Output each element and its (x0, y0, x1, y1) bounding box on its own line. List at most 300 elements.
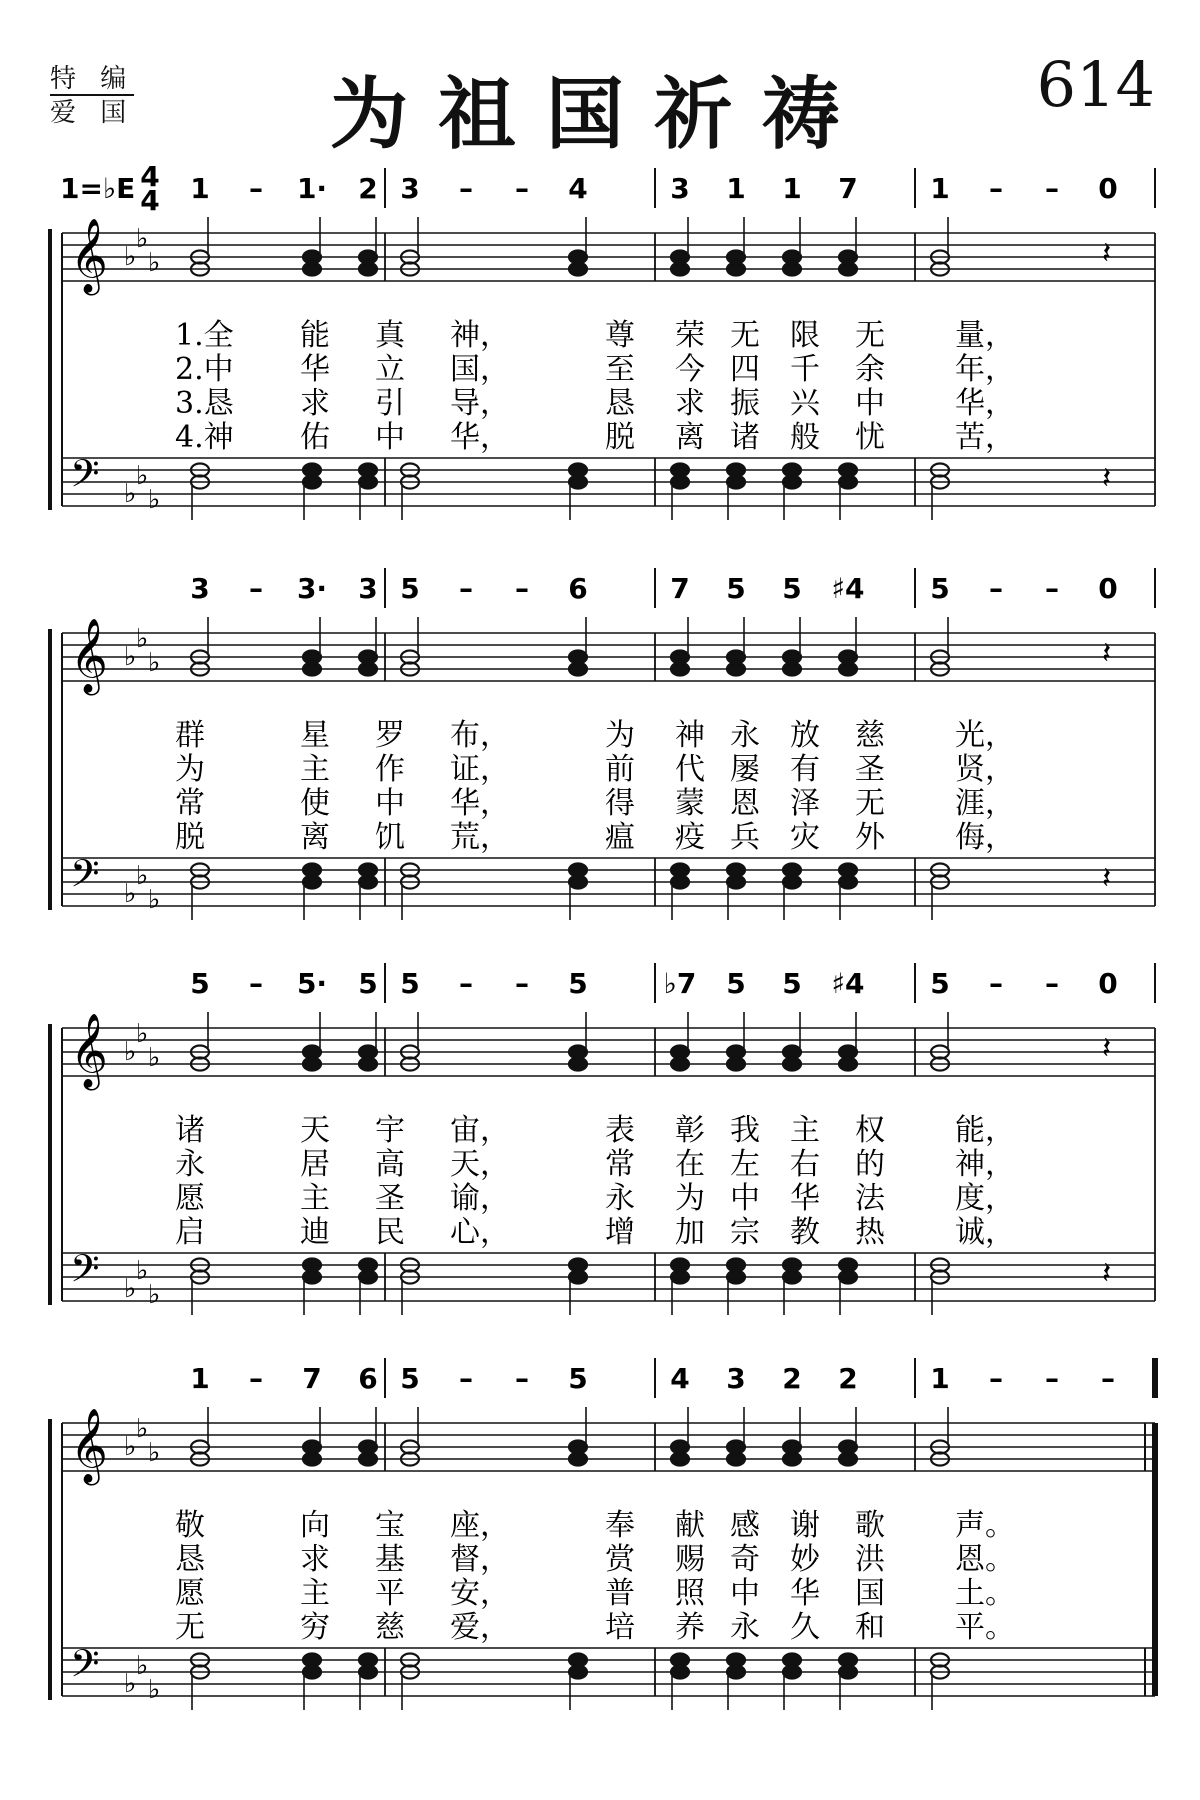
flat-icon: ♭ (136, 224, 149, 254)
note-head (671, 1441, 689, 1454)
note-head (359, 1441, 377, 1454)
lyric-syllable: 立 (375, 352, 405, 387)
jianpu-note: – (515, 572, 529, 605)
jianpu-note: 3 (190, 572, 210, 605)
jianpu-note: – (249, 572, 263, 605)
jianpu-note: 2 (782, 1362, 802, 1395)
lyric-syllable: 中 (730, 1576, 760, 1611)
hymn-title: 为祖国祈祷 (329, 70, 870, 160)
note-head (783, 876, 801, 889)
jianpu-note: 3· (296, 572, 328, 605)
jianpu-note: 0 (1098, 967, 1118, 1000)
lyric-syllable: 民 (375, 1215, 405, 1250)
lyric-syllable: 天， (450, 1147, 510, 1182)
note-head (727, 1441, 745, 1454)
lyric-syllable: 华， (955, 386, 1015, 421)
jianpu-note: – (249, 172, 263, 205)
lyric-syllable: 愿 (175, 1576, 205, 1611)
note-head (671, 251, 689, 264)
lyric-syllable: 安， (450, 1576, 510, 1611)
lyric-syllable: 督， (450, 1542, 510, 1577)
rest-icon: 𝄽 (1102, 236, 1112, 271)
jianpu-note: – (1045, 967, 1059, 1000)
note-head (303, 651, 321, 664)
note-head (569, 1441, 587, 1454)
note-head (839, 1441, 857, 1454)
lyric-syllable: 歌 (855, 1508, 885, 1543)
jianpu-note: ♭7 (663, 967, 697, 1000)
lyric-syllable: 华 (790, 1181, 820, 1216)
lyric-syllable: 增 (605, 1215, 635, 1250)
lyric-syllable: 华， (450, 786, 510, 821)
lyric-syllable: 法 (855, 1181, 885, 1216)
lyric-syllable: 天 (300, 1113, 330, 1148)
lyric-syllable: 兵 (730, 820, 760, 855)
note-head (671, 1666, 689, 1679)
lyric-syllable: 养 (675, 1610, 705, 1645)
lyric-syllable: 使 (300, 786, 330, 821)
treble-clef-icon: 𝄞 (70, 1014, 108, 1088)
lyric-syllable: 真 (375, 318, 405, 353)
lyric-syllable: 永 (175, 1147, 205, 1182)
lyric-syllable: 中 (730, 1181, 760, 1216)
jianpu-note: 3 (726, 1362, 746, 1395)
lyric-syllable: 2.中 (175, 352, 234, 387)
lyric-syllable: 教 (790, 1215, 820, 1250)
lyric-syllable: 无 (175, 1610, 205, 1645)
lyric-syllable: 放 (790, 718, 820, 753)
lyric-syllable: 平 (375, 1576, 405, 1611)
note-head (303, 476, 321, 489)
jianpu-note: – (249, 967, 263, 1000)
note-head (303, 1666, 321, 1679)
note-head (359, 1271, 377, 1284)
jianpu-note: – (1045, 172, 1059, 205)
note-head (671, 651, 689, 664)
jianpu-note: 5· (296, 967, 328, 1000)
lyric-syllable: 圣 (375, 1181, 405, 1216)
jianpu-note: – (459, 967, 473, 1000)
flat-icon: ♭ (136, 1019, 149, 1049)
rest-icon: 𝄽 (1102, 461, 1112, 496)
hymn-number: 614 (1036, 48, 1155, 121)
note-head (839, 876, 857, 889)
lyric-syllable: 代 (675, 752, 705, 787)
lyric-syllable: 赐 (675, 1542, 705, 1577)
jianpu-note: – (989, 1362, 1003, 1395)
jianpu-note: 3 (358, 572, 378, 605)
lyric-syllable: 有 (790, 752, 820, 787)
lyric-syllable: 得 (605, 786, 635, 821)
lyric-syllable: 瘟 (605, 820, 635, 855)
note-head (727, 476, 745, 489)
lyric-syllable: 今 (675, 352, 705, 387)
jianpu-note: – (1045, 1362, 1059, 1395)
jianpu-note: 1· (296, 172, 328, 205)
note-head (569, 1666, 587, 1679)
flat-icon: ♭ (136, 1651, 149, 1681)
lyric-syllable: 屡 (730, 752, 760, 787)
jianpu-note: – (515, 1362, 529, 1395)
jianpu-note: – (1045, 572, 1059, 605)
lyric-syllable: 为 (605, 718, 635, 753)
note-head (303, 876, 321, 889)
lyric-syllable: 永 (730, 718, 760, 753)
time-signature-bottom: 4 (140, 184, 160, 217)
rest-icon: 𝄽 (1102, 861, 1112, 896)
lyric-syllable: 忧 (855, 420, 885, 455)
jianpu-note: 1 (930, 1362, 950, 1395)
lyric-syllable: 离 (300, 820, 330, 855)
jianpu-note: – (1101, 1362, 1115, 1395)
lyric-syllable: 慈 (375, 1610, 405, 1645)
note-head (727, 1271, 745, 1284)
lyric-syllable: 永 (605, 1181, 635, 1216)
lyric-syllable: 愿 (175, 1181, 205, 1216)
jianpu-note: 0 (1098, 172, 1118, 205)
flat-icon: ♭ (148, 1675, 161, 1705)
jianpu-note: – (515, 967, 529, 1000)
note-head (671, 476, 689, 489)
jianpu-note: – (989, 967, 1003, 1000)
jianpu-note: 3 (670, 172, 690, 205)
bass-clef-icon: 𝄢 (70, 851, 100, 905)
lyric-syllable: 为 (675, 1181, 705, 1216)
lyric-syllable: 千 (790, 352, 820, 387)
note-head (569, 876, 587, 889)
note-head (359, 1666, 377, 1679)
lyric-syllable: 彰 (675, 1113, 705, 1148)
jianpu-note: 5 (190, 967, 210, 1000)
jianpu-note: 1 (930, 172, 950, 205)
jianpu-note: 7 (670, 572, 690, 605)
lyric-syllable: 1.全 (175, 318, 234, 353)
note-head (839, 651, 857, 664)
lyric-syllable: 疫 (675, 820, 705, 855)
lyric-syllable: 能 (300, 318, 330, 353)
note-head (783, 476, 801, 489)
note-head (727, 1666, 745, 1679)
lyric-syllable: 心， (450, 1215, 510, 1250)
lyric-syllable: 佑 (300, 420, 330, 455)
lyric-syllable: 热 (855, 1215, 885, 1250)
jianpu-note: ♯4 (831, 967, 865, 1000)
lyric-syllable: 恳 (605, 386, 635, 421)
note-head (569, 1046, 587, 1059)
flat-icon: ♭ (124, 1274, 137, 1304)
key-signature: 1=♭E (60, 172, 136, 205)
lyric-syllable: 照 (675, 1576, 705, 1611)
flat-icon: ♭ (136, 1256, 149, 1286)
lyric-syllable: 求 (300, 386, 330, 421)
flat-icon: ♭ (148, 648, 161, 678)
jianpu-note: – (459, 172, 473, 205)
flat-icon: ♭ (136, 624, 149, 654)
flat-icon: ♭ (148, 1280, 161, 1310)
jianpu-note: ♯4 (831, 572, 865, 605)
jianpu-note: 5 (568, 967, 588, 1000)
flat-icon: ♭ (124, 642, 137, 672)
lyric-syllable: 谢 (790, 1508, 820, 1543)
jianpu-note: 5 (400, 572, 420, 605)
category-bottom: 爱 国 (50, 98, 135, 128)
lyric-syllable: 余 (855, 352, 885, 387)
lyric-syllable: 年， (955, 352, 1015, 387)
category-top: 特 编 (50, 64, 135, 94)
jianpu-note: 4 (670, 1362, 690, 1395)
note-head (783, 1666, 801, 1679)
jianpu-note: – (459, 572, 473, 605)
flat-icon: ♭ (148, 248, 161, 278)
note-head (569, 251, 587, 264)
note-head (783, 651, 801, 664)
note-head (727, 251, 745, 264)
jianpu-note: 4 (568, 172, 588, 205)
lyric-syllable: 引 (375, 386, 405, 421)
bass-clef-icon: 𝄢 (70, 451, 100, 505)
note-head (727, 1046, 745, 1059)
lyric-syllable: 神， (450, 318, 510, 353)
jianpu-note: 5 (726, 572, 746, 605)
lyric-syllable: 振 (730, 386, 760, 421)
lyric-syllable: 中 (375, 786, 405, 821)
lyric-syllable: 的 (855, 1147, 885, 1182)
lyric-syllable: 华 (300, 352, 330, 387)
lyric-syllable: 谕， (450, 1181, 510, 1216)
note-head (783, 1046, 801, 1059)
jianpu-note: 5 (726, 967, 746, 1000)
lyric-syllable: 宙， (450, 1113, 510, 1148)
lyric-syllable: 表 (605, 1113, 635, 1148)
treble-clef-icon: 𝄞 (70, 219, 108, 293)
lyric-syllable: 和 (855, 1610, 885, 1645)
lyric-syllable: 主 (300, 1181, 330, 1216)
jianpu-note: 2 (358, 172, 378, 205)
note-head (569, 651, 587, 664)
lyric-syllable: 主 (300, 1576, 330, 1611)
jianpu-note: – (989, 572, 1003, 605)
lyric-syllable: 迪 (300, 1215, 330, 1250)
lyric-syllable: 星 (300, 718, 330, 753)
lyric-syllable: 居 (300, 1147, 330, 1182)
note-head (727, 651, 745, 664)
flat-icon: ♭ (136, 861, 149, 891)
jianpu-note: 6 (358, 1362, 378, 1395)
lyric-syllable: 无 (855, 318, 885, 353)
lyric-syllable: 侮， (955, 820, 1015, 855)
flat-icon: ♭ (124, 1669, 137, 1699)
jianpu-note: – (459, 1362, 473, 1395)
lyric-syllable: 妙 (790, 1542, 820, 1577)
note-head (671, 1046, 689, 1059)
lyric-syllable: 奇 (730, 1542, 760, 1577)
jianpu-note: 5 (930, 967, 950, 1000)
lyric-syllable: 离 (675, 420, 705, 455)
lyric-syllable: 群 (175, 718, 205, 753)
note-head (671, 1271, 689, 1284)
lyric-syllable: 恳 (175, 1542, 205, 1577)
jianpu-note: 6 (568, 572, 588, 605)
jianpu-note: 5 (358, 967, 378, 1000)
jianpu-note: 5 (782, 967, 802, 1000)
lyric-syllable: 灾 (790, 820, 820, 855)
lyric-syllable: 神 (675, 718, 705, 753)
lyric-syllable: 权 (855, 1113, 885, 1148)
flat-icon: ♭ (136, 1414, 149, 1444)
rest-icon: 𝄽 (1102, 1031, 1112, 1066)
note-head (303, 1046, 321, 1059)
jianpu-note: 3 (400, 172, 420, 205)
lyric-syllable: 无 (855, 786, 885, 821)
lyric-syllable: 宗 (730, 1215, 760, 1250)
note-head (839, 1666, 857, 1679)
lyric-syllable: 恩 (730, 786, 760, 821)
time-signature-top: 4 (140, 160, 160, 193)
lyric-syllable: 中 (375, 420, 405, 455)
lyric-syllable: 声。 (955, 1508, 1015, 1543)
lyric-syllable: 荒， (450, 820, 510, 855)
flat-icon: ♭ (148, 1438, 161, 1468)
note-head (359, 251, 377, 264)
lyric-syllable: 蒙 (675, 786, 705, 821)
lyric-syllable: 主 (790, 1113, 820, 1148)
note-head (359, 651, 377, 664)
lyric-syllable: 证， (450, 752, 510, 787)
note-head (303, 1441, 321, 1454)
lyric-syllable: 泽 (790, 786, 820, 821)
jianpu-note: – (989, 172, 1003, 205)
lyric-syllable: 左 (730, 1147, 760, 1182)
lyric-syllable: 外 (855, 820, 885, 855)
lyric-syllable: 脱 (605, 420, 635, 455)
lyric-syllable: 我 (730, 1113, 760, 1148)
lyric-syllable: 慈 (855, 718, 885, 753)
lyric-syllable: 右 (790, 1147, 820, 1182)
lyric-syllable: 主 (300, 752, 330, 787)
lyric-syllable: 赏 (605, 1542, 635, 1577)
note-head (727, 876, 745, 889)
note-head (783, 251, 801, 264)
lyric-syllable: 基 (375, 1542, 405, 1577)
lyric-syllable: 量， (955, 318, 1015, 353)
lyric-syllable: 国， (450, 352, 510, 387)
treble-clef-icon: 𝄞 (70, 619, 108, 693)
lyric-syllable: 华， (450, 420, 510, 455)
lyric-syllable: 求 (675, 386, 705, 421)
jianpu-note: 7 (838, 172, 858, 205)
lyric-syllable: 荣 (675, 318, 705, 353)
lyric-syllable: 感 (730, 1508, 760, 1543)
jianpu-note: 0 (1098, 572, 1118, 605)
lyric-syllable: 尊 (605, 318, 635, 353)
lyric-syllable: 苦， (955, 420, 1015, 455)
lyric-syllable: 华 (790, 1576, 820, 1611)
lyric-syllable: 加 (675, 1215, 705, 1250)
lyric-syllable: 培 (605, 1610, 635, 1645)
lyric-syllable: 布， (450, 718, 510, 753)
note-head (783, 1271, 801, 1284)
lyric-syllable: 求 (300, 1542, 330, 1577)
flat-icon: ♭ (148, 885, 161, 915)
jianpu-note: 2 (838, 1362, 858, 1395)
lyric-syllable: 座， (450, 1508, 510, 1543)
flat-icon: ♭ (148, 485, 161, 515)
lyric-syllable: 作 (375, 752, 405, 787)
jianpu-note: 5 (400, 1362, 420, 1395)
lyric-syllable: 在 (675, 1147, 705, 1182)
lyric-syllable: 圣 (855, 752, 885, 787)
lyric-syllable: 无 (730, 318, 760, 353)
note-head (569, 476, 587, 489)
lyric-syllable: 至 (605, 352, 635, 387)
lyric-syllable: 涯， (955, 786, 1015, 821)
lyric-syllable: 常 (605, 1147, 635, 1182)
rest-icon: 𝄽 (1102, 636, 1112, 671)
lyric-syllable: 穷 (300, 1610, 330, 1645)
lyric-syllable: 光， (955, 718, 1015, 753)
lyric-syllable: 土。 (955, 1576, 1015, 1611)
rest-icon: 𝄽 (1102, 1256, 1112, 1291)
jianpu-note: – (249, 1362, 263, 1395)
lyric-syllable: 平。 (955, 1610, 1015, 1645)
note-head (671, 876, 689, 889)
flat-icon: ♭ (124, 1432, 137, 1462)
lyric-syllable: 久 (790, 1610, 820, 1645)
flat-icon: ♭ (136, 461, 149, 491)
note-head (839, 251, 857, 264)
treble-clef-icon: 𝄞 (70, 1409, 108, 1483)
lyric-syllable: 普 (605, 1576, 635, 1611)
lyric-syllable: 中 (855, 386, 885, 421)
lyric-syllable: 奉 (605, 1508, 635, 1543)
note-head (359, 1046, 377, 1059)
lyric-syllable: 罗 (375, 718, 405, 753)
lyric-syllable: 恩。 (955, 1542, 1015, 1577)
lyric-syllable: 贤， (955, 752, 1015, 787)
flat-icon: ♭ (124, 242, 137, 272)
jianpu-note: 5 (568, 1362, 588, 1395)
jianpu-note: – (515, 172, 529, 205)
jianpu-note: 1 (782, 172, 802, 205)
note-head (839, 476, 857, 489)
lyric-syllable: 向 (300, 1508, 330, 1543)
lyric-syllable: 高 (375, 1147, 405, 1182)
lyric-syllable: 宇 (375, 1113, 405, 1148)
lyric-syllable: 诚， (955, 1215, 1015, 1250)
jianpu-note: 5 (930, 572, 950, 605)
lyric-syllable: 洪 (855, 1542, 885, 1577)
bass-clef-icon: 𝄢 (70, 1641, 100, 1695)
jianpu-note: 7 (302, 1362, 322, 1395)
note-head (839, 1046, 857, 1059)
lyric-syllable: 启 (175, 1215, 205, 1250)
lyric-syllable: 神， (955, 1147, 1015, 1182)
note-head (783, 1441, 801, 1454)
lyric-syllable: 能， (955, 1113, 1015, 1148)
lyric-syllable: 导， (450, 386, 510, 421)
lyric-syllable: 为 (175, 752, 205, 787)
bass-clef-icon: 𝄢 (70, 1246, 100, 1300)
flat-icon: ♭ (124, 879, 137, 909)
note-head (359, 476, 377, 489)
lyric-syllable: 4.神 (175, 420, 234, 455)
lyric-syllable: 诸 (175, 1113, 205, 1148)
lyric-syllable: 四 (730, 352, 760, 387)
lyric-syllable: 兴 (790, 386, 820, 421)
lyric-syllable: 敬 (175, 1508, 205, 1543)
note-head (839, 1271, 857, 1284)
lyric-syllable: 前 (605, 752, 635, 787)
